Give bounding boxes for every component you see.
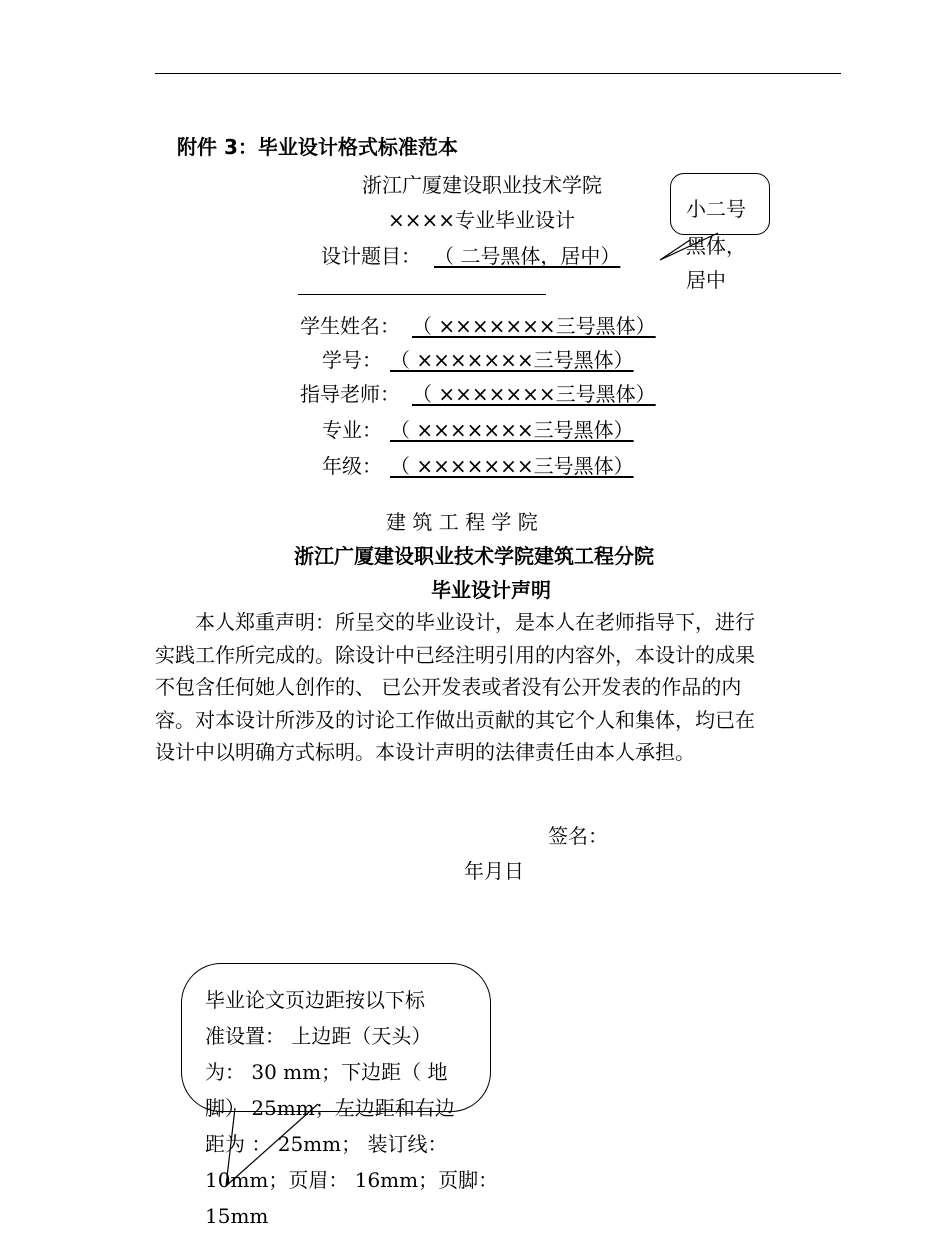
margin-note-line: 准设置： 上边距（天头） <box>205 1024 432 1048</box>
advisor-value: （ ×××××××三号黑体） <box>412 382 656 406</box>
margin-note-line: 毕业论文页边距按以下标 <box>205 988 425 1012</box>
topic-value: （ 二号黑体，居中） <box>434 244 621 268</box>
declaration-institution: 浙江广厦建设职业技术学院建筑工程分院 <box>294 544 654 568</box>
declaration-body <box>155 606 845 769</box>
grade-label: 年级： <box>322 454 382 478</box>
margin-note-text <box>205 982 499 1234</box>
declaration-line: 不包含任何她人创作的、 已公开发表或者没有公开发表的作品的内 <box>155 675 742 699</box>
date-label: 年月日 <box>464 859 524 883</box>
callout-line-3: 居中 <box>686 268 726 292</box>
student-name-value: （ ×××××××三号黑体） <box>412 314 656 338</box>
margin-note-line: 距为 ： 25mm； 装订线： <box>205 1132 448 1156</box>
declaration-line: 容。对本设计所涉及的讨论工作做出贡献的其它个人和集体，均已在 <box>155 707 755 732</box>
declaration-line: 实践工作所完成的。除设计中已经注明引用的内容外，本设计的成果 <box>155 642 755 667</box>
title-continuation-line <box>298 294 546 295</box>
callout-line-2: 黑体， <box>686 234 746 258</box>
advisor-label: 指导老师： <box>300 382 400 406</box>
college-name: 浙江广厦建设职业技术学院 <box>362 173 602 197</box>
declaration-line: 本人郑重声明：所呈交的毕业设计，是本人在老师指导下，进行 <box>155 610 755 634</box>
signature-label: 签名： <box>548 824 608 848</box>
margin-note-line: 为： 30 mm；下边距（ 地 <box>205 1060 448 1084</box>
header-rule <box>155 73 841 74</box>
student-name-label: 学生姓名： <box>300 314 400 338</box>
grade-value: （ ×××××××三号黑体） <box>390 454 634 478</box>
topic-label: 设计题目： <box>321 244 421 268</box>
student-id-value: （ ×××××××三号黑体） <box>390 348 634 372</box>
margin-note-line: 脚） 25mm；左边距和右边 <box>205 1096 455 1120</box>
student-id-label: 学号： <box>322 348 382 372</box>
major-thesis-title: ××××专业毕业设计 <box>388 208 576 232</box>
annex-title: 附件 3：毕业设计格式标准范本 <box>177 135 458 159</box>
school-name: 建 筑 工 程 学 院 <box>386 510 538 534</box>
margin-note-line: 10mm；页眉： 16mm；页脚： <box>205 1168 499 1192</box>
major-label: 专业： <box>322 418 382 442</box>
margin-note-line: 15mm <box>205 1204 269 1228</box>
declaration-title: 毕业设计声明 <box>431 578 551 602</box>
declaration-line: 设计中以明确方式标明。本设计声明的法律责任由本人承担。 <box>155 740 695 764</box>
major-value: （ ×××××××三号黑体） <box>390 418 634 442</box>
callout-line-1: 小二号 <box>686 197 746 221</box>
